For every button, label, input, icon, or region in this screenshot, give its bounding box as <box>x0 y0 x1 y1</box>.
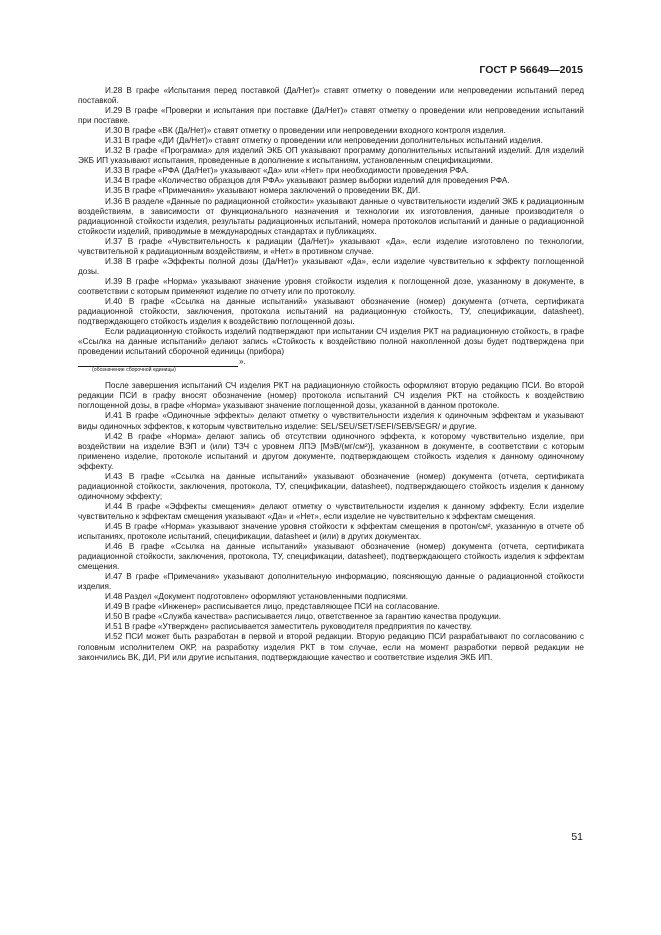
paragraph: И.32 В графе «Программа» для изделий ЭКБ ОП указывают программу дополнительных испытаний изделий. Для изделий ЭКБ ИП указывают испытания, проведенные в дополнение к испытаниям, установленным спецификациями. <box>78 146 584 166</box>
paragraph: И.31 В графе «ДИ (Да/Нет)» ставят отметку о проведении или непроведении дополнительных испытаний изделия. <box>105 136 543 146</box>
paragraph-group-a <box>78 86 584 357</box>
signature-caption: (обозначение сборочной единицы) <box>92 367 176 374</box>
paragraph: И.30 В графе «ВК (Да/Нет)» ставят отметку о проведении или непроведении входного контроля изделия. <box>105 126 506 136</box>
paragraph: Если радиационную стойкость изделий подтверждают при испытании СЧ изделия РКТ на радиационную стойкость, в графе «Ссылка на данные испытаний» делают запись «Стойкость к воздействию полной накопленной дозы будет подтверждена при проведении испытаний сборочной единицы (прибора) <box>78 327 584 357</box>
document-body <box>78 86 584 663</box>
paragraph: И.35 В графе «Примечания» указывают номера заключений о проведении ВК, ДИ. <box>105 186 421 196</box>
paragraph: И.45 В графе «Норма» указывают значение уровня стойкости к эффектам смещения в протон/см², указанную в отчете об испытаниях, протоколе испытаний, спецификации, datasheet и (или) в других документах. <box>78 521 584 542</box>
paragraph: И.33 В графе «РФА (Да/Нет)» указывают «Да» или «Нет» при необходимости проведения РФА. <box>105 166 469 176</box>
paragraph: После завершения испытаний СЧ изделия РКТ на радиационную стойкость оформляют вторую редакцию ПСИ. Во второй редакции ПСИ в графу вносят обозначение (номер) протокола испытаний СЧ изделия РКТ на стойкость к воздействию поглощенной дозы, в графе «Норма» указывают значение поглощенной дозы, указанной в данном протоколе. <box>78 381 584 411</box>
paragraph: И.52 ПСИ может быть разработан в первой и второй редакции. Вторую редакцию ПСИ разрабатывают по согласованию с головным исполнителем ОКР, на разработку изделия РКТ в том случае, если на момент разработки первой редакции не закончились ВК, ДИ, РИ или другие испытания, подтверждающие качество и соответствие изделия ЭКБ ИП. <box>78 632 584 662</box>
spacer <box>78 374 584 381</box>
paragraph: И.43 В графе «Ссылка на данные испытаний» указывают обозначение (номер) документа (отчета, сертификата радиационной стойкости, заключения, протокола, ТУ, спецификации, datasheet), подтверждающего стойкость изделия к данному одиночному эффекту; <box>78 471 584 501</box>
paragraph: И.50 В графе «Служба качества» расписывается лицо, ответственное за гарантию качества продукции. <box>105 612 502 622</box>
paragraph: И.29 В графе «Проверки и испытания при поставке (Да/Нет)» ставят отметку о проведении или непроведении испытаний при поставке. <box>78 106 584 126</box>
paragraph: И.47 В графе «Примечания» указывают дополнительную информацию, поясняющую данные о радиационной стойкости изделия. <box>78 572 584 592</box>
paragraph: И.40 В графе «Ссылка на данные испытаний» указывают обозначение (номер) документа (отчета, сертификата радиационной стойкости, заключения, протокола испытаний на радиационную стойкость, ТУ, спецификации, datasheet), подтверждающего стойкость изделия к воздействию поглощенной дозы. <box>78 296 584 327</box>
paragraph-group-b <box>78 381 584 662</box>
paragraph: И.28 В графе «Испытания перед поставкой (Да/Нет)» ставят отметку о поведении или непроведении испытаний перед поставкой. <box>78 86 584 106</box>
paragraph: И.46 В графе «Ссылка на данные испытаний» указывают обозначение (номер) документа (отчета, сертификата радиационной стойкости, заключения, протокола, ТУ, спецификации, datasheet), подтверждающего стойкость изделия к эффектам смещения. <box>78 542 584 572</box>
paragraph: И.38 В графе «Эффекты полной дозы (Да/Нет)» указывают «Да», если изделие чувствительно к эффекту поглощенной дозы. <box>78 256 584 276</box>
paragraph: И.39 В графе «Норма» указывают значение уровня стойкости изделия к поглощенной дозе, указанному в документе, в соответствии с которым применяют изделие по отчету или по протоколу. <box>78 276 584 296</box>
signature-row <box>78 357 584 367</box>
paragraph: И.41 В графе «Одиночные эффекты» делают отметку о чувствительности изделия к одиночным эффектам и указывают виды одиночных эффектов, к которым чувствительно изделие: SEL/SEU/SET/SEFI/SEB/SEGR/ и другие. <box>78 411 584 431</box>
paragraph: И.49 В графе «Инженер» расписывается лицо, представляющее ПСИ на согласование. <box>105 602 440 612</box>
paragraph: И.42 В графе «Норма» делают запись об отсутствии одиночного эффекта, к которому чувствительно изделие, при воздействии на изделие ВЭП и (или) ТЗЧ с уровнем ЛПЭ [МэВ/(мг/см²)], указанном в документе, в соответствии с которым применено изделие, протоколе испытаний и другом документе, подтверждающем стойкость изделия к данному одиночному эффекту. <box>78 431 584 471</box>
paragraph: И.51 В графе «Утвержден» расписывается заместитель руководителя предприятия по качеству. <box>105 622 472 632</box>
paragraph: И.44 В графе «Эффекты смещения» делают отметку о чувствительности изделия к данному эффекту. Если изделие чувствительно к эффектам смещения указывают «Да» и «Нет», если изделие не чувствительно к эффектам смещения. <box>78 501 584 521</box>
signature-tail: ». <box>239 357 246 367</box>
paragraph: И.36 В разделе «Данные по радиационной стойкости» указывают данные о чувствительности изделий ЭКБ к радиационным воздействиям, в зависимости от функционального назначения и технологии их изготовления, данные производителя о радиационной стойкости изделия, результаты радиационных испытаний, номера протоколов испытаний и данные о радиационной стойкости изделий, приводимые в международных стандартах и публикациях. <box>78 196 584 236</box>
page-number: 51 <box>571 831 583 843</box>
paragraph: И.48 Раздел «Документ подготовлен» оформляют установленными подписями. <box>105 592 408 602</box>
paragraph: И.34 В графе «Количество образцов для РФА» указывают размер выборки изделий для проведения РФА. <box>105 176 510 186</box>
paragraph: И.37 В графе «Чувствительность к радиации (Да/Нет)» указывают «Да», если изделие изготовлено по технологии, чувствительной к радиационным воздействиям, и «Нет» в противном случае. <box>78 236 584 256</box>
standard-header: ГОСТ Р 56649—2015 <box>479 64 583 76</box>
